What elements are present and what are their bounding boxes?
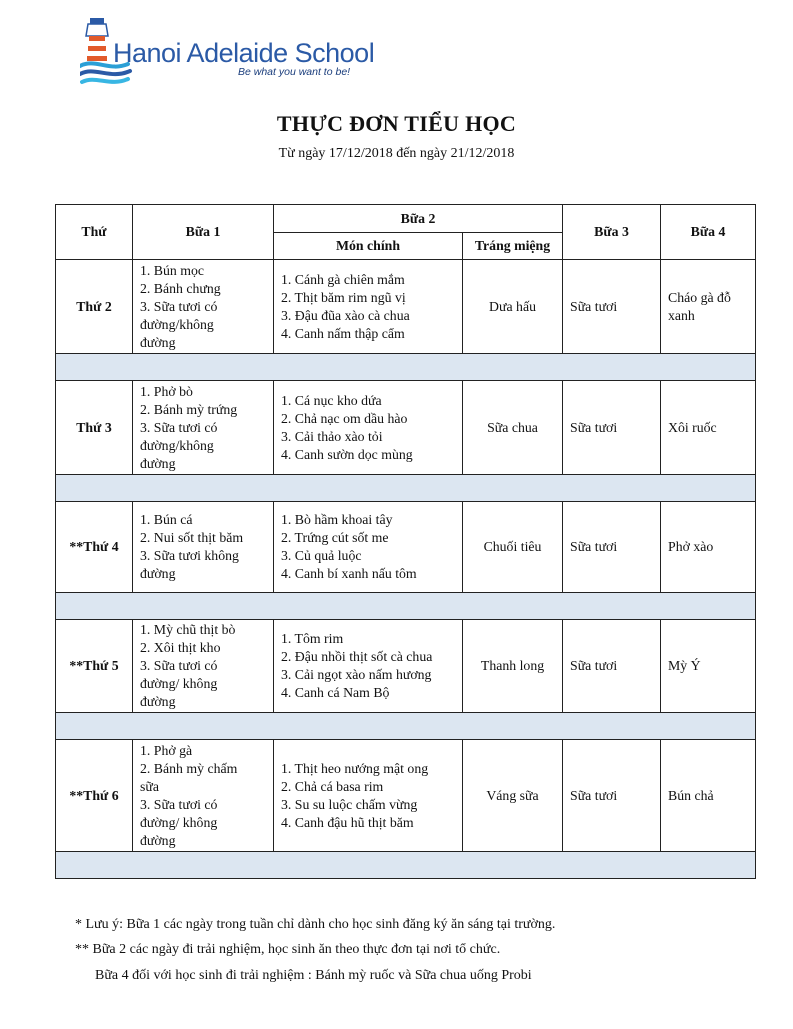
meal2-dessert-cell: Sữa chua <box>463 381 563 475</box>
note-breakfast: * Lưu ý: Bữa 1 các ngày trong tuần chỉ dành cho học sinh đăng ký ăn sáng tại trường. <box>75 917 556 932</box>
meal3-cell: Sữa tươi <box>563 740 661 852</box>
menu-row <box>56 740 756 852</box>
separator-row <box>56 852 756 879</box>
menu-line: sữa <box>140 778 159 794</box>
menu-line: 4. Canh sườn dọc mùng <box>281 446 413 462</box>
meal4-cell <box>661 260 756 354</box>
menu-line: 2. Chả cá basa rim <box>281 778 384 794</box>
menu-line: đường/ không <box>140 676 218 691</box>
meal3-cell: Sữa tươi <box>563 620 661 713</box>
meal2-main-cell <box>274 260 463 354</box>
menu-line: 1. Phở gà <box>140 742 193 758</box>
menu-line: 1. Mỳ chũ thịt bò <box>140 622 236 637</box>
note-meal4-trip: Bữa 4 đối với học sinh đi trải nghiệm : Bánh mỳ ruốc và Sữa chua uống Probi <box>95 968 532 983</box>
separator-row <box>56 354 756 381</box>
meal1-cell <box>133 620 274 713</box>
meal2-main-cell <box>274 502 463 593</box>
menu-line: 2. Xôi thịt kho <box>140 640 221 655</box>
menu-line: 4. Canh nấm thập cẩm <box>281 325 405 341</box>
menu-line: 1. Thịt heo nướng mật ong <box>281 760 429 776</box>
separator-row <box>56 713 756 740</box>
menu-line: 1. Phở bò <box>140 383 193 399</box>
separator-row <box>56 475 756 502</box>
header-day: Thứ <box>56 205 133 260</box>
meal1-cell <box>133 381 274 475</box>
menu-body <box>56 260 756 879</box>
separator-cell <box>56 354 756 381</box>
school-tagline: Be what you want to be! <box>238 66 351 78</box>
separator-cell <box>56 852 756 879</box>
meal2-main-cell <box>274 381 463 475</box>
separator-cell <box>56 593 756 620</box>
menu-line: 1. Tôm rim <box>281 631 344 646</box>
menu-line: 2. Nui sốt thịt băm <box>140 530 244 545</box>
menu-line: 3. Củ quả luộc <box>281 548 362 563</box>
menu-line: 3. Sữa tươi có <box>140 298 218 314</box>
menu-table <box>55 204 756 879</box>
menu-row <box>56 260 756 354</box>
menu-line: đường/không <box>140 316 214 332</box>
menu-line: Xôi ruốc <box>668 419 717 435</box>
separator-row <box>56 593 756 620</box>
menu-row <box>56 502 756 593</box>
header-meal2: Bữa 2 <box>274 205 563 233</box>
menu-line: 4. Canh bí xanh nấu tôm <box>281 566 417 581</box>
day-cell: **Thứ 4 <box>56 502 133 593</box>
menu-line: xanh <box>668 307 695 323</box>
menu-row <box>56 620 756 713</box>
menu-line: Mỳ Ý <box>668 658 701 673</box>
meal1-cell <box>133 740 274 852</box>
day-cell: Thứ 3 <box>56 381 133 475</box>
header-meal3: Bữa 3 <box>563 205 661 260</box>
menu-line: 2. Bánh chưng <box>140 280 221 296</box>
menu-line: đường <box>140 566 176 581</box>
meal2-main-cell <box>274 740 463 852</box>
menu-line: Cháo gà đỗ <box>668 289 731 305</box>
menu-line: 4. Canh đậu hũ thịt băm <box>281 814 414 830</box>
header-meal2-dessert: Tráng miệng <box>463 233 563 260</box>
menu-line: 1. Cá nục kho dứa <box>281 392 382 408</box>
meal2-main-cell <box>274 620 463 713</box>
header-meal2-main: Món chính <box>274 233 463 260</box>
header-meal1: Bữa 1 <box>133 205 274 260</box>
menu-line: 2. Bánh mỳ chấm <box>140 760 238 776</box>
menu-line: 3. Cải thảo xào tỏi <box>281 428 383 444</box>
meal4-cell <box>661 620 756 713</box>
meal4-cell <box>661 502 756 593</box>
meal1-cell <box>133 502 274 593</box>
menu-line: Phở xào <box>668 539 714 554</box>
meal4-cell <box>661 381 756 475</box>
date-range: Từ ngày 17/12/2018 đến ngày 21/12/2018 <box>278 146 515 161</box>
menu-line: 1. Bún mọc <box>140 262 204 278</box>
meal3-cell: Sữa tươi <box>563 260 661 354</box>
day-cell: **Thứ 6 <box>56 740 133 852</box>
menu-line: đường <box>140 832 176 848</box>
meal3-cell: Sữa tươi <box>563 502 661 593</box>
menu-line: 3. Sữa tươi không <box>140 548 239 563</box>
menu-line: 3. Su su luộc chấm vừng <box>281 796 418 812</box>
meal3-cell: Sữa tươi <box>563 381 661 475</box>
page-title: THỰC ĐƠN TIỂU HỌC <box>276 111 517 136</box>
menu-line: 4. Canh cá Nam Bộ <box>281 685 390 700</box>
menu-line: 1. Bún cá <box>140 512 193 527</box>
menu-line: 3. Đậu đũa xào cà chua <box>281 307 410 323</box>
meal2-dessert-cell: Váng sữa <box>463 740 563 852</box>
menu-line: đường <box>140 334 176 350</box>
menu-line: 3. Sữa tươi có <box>140 419 218 435</box>
menu-line: Bún chả <box>668 787 714 803</box>
menu-line: 2. Bánh mỳ trứng <box>140 401 238 417</box>
menu-line: 2. Trứng cút sốt me <box>281 530 389 545</box>
menu-line: đường <box>140 455 176 471</box>
meal2-dessert-cell: Thanh long <box>463 620 563 713</box>
note-field-trip: ** Bữa 2 các ngày đi trải nghiệm, học sinh ăn theo thực đơn tại nơi tổ chức. <box>75 942 501 957</box>
menu-line: 2. Thịt băm rim ngũ vị <box>281 289 406 305</box>
menu-line: đường <box>140 694 176 709</box>
menu-line: 3. Sữa tươi có <box>140 796 218 812</box>
header-meal4: Bữa 4 <box>661 205 756 260</box>
separator-cell <box>56 713 756 740</box>
menu-line: 2. Đậu nhồi thịt sốt cà chua <box>281 649 433 664</box>
meal2-dessert-cell: Chuối tiêu <box>463 502 563 593</box>
menu-line: 3. Sữa tươi có <box>140 658 218 673</box>
meal1-cell <box>133 260 274 354</box>
menu-line: 3. Cải ngọt xào nấm hương <box>281 667 432 682</box>
separator-cell <box>56 475 756 502</box>
menu-row <box>56 381 756 475</box>
meal4-cell <box>661 740 756 852</box>
menu-line: 1. Cánh gà chiên mắm <box>281 271 405 287</box>
day-cell: **Thứ 5 <box>56 620 133 713</box>
day-cell: Thứ 2 <box>56 260 133 354</box>
menu-line: đường/ không <box>140 814 218 830</box>
school-name: Hanoi Adelaide School <box>113 38 375 68</box>
meal2-dessert-cell: Dưa hấu <box>463 260 563 354</box>
lighthouse-icon <box>86 18 108 61</box>
notes <box>75 917 556 983</box>
menu-line: 2. Chả nạc om dầu hào <box>281 410 408 426</box>
menu-line: 1. Bò hầm khoai tây <box>281 512 393 527</box>
menu-line: đường/không <box>140 437 214 453</box>
